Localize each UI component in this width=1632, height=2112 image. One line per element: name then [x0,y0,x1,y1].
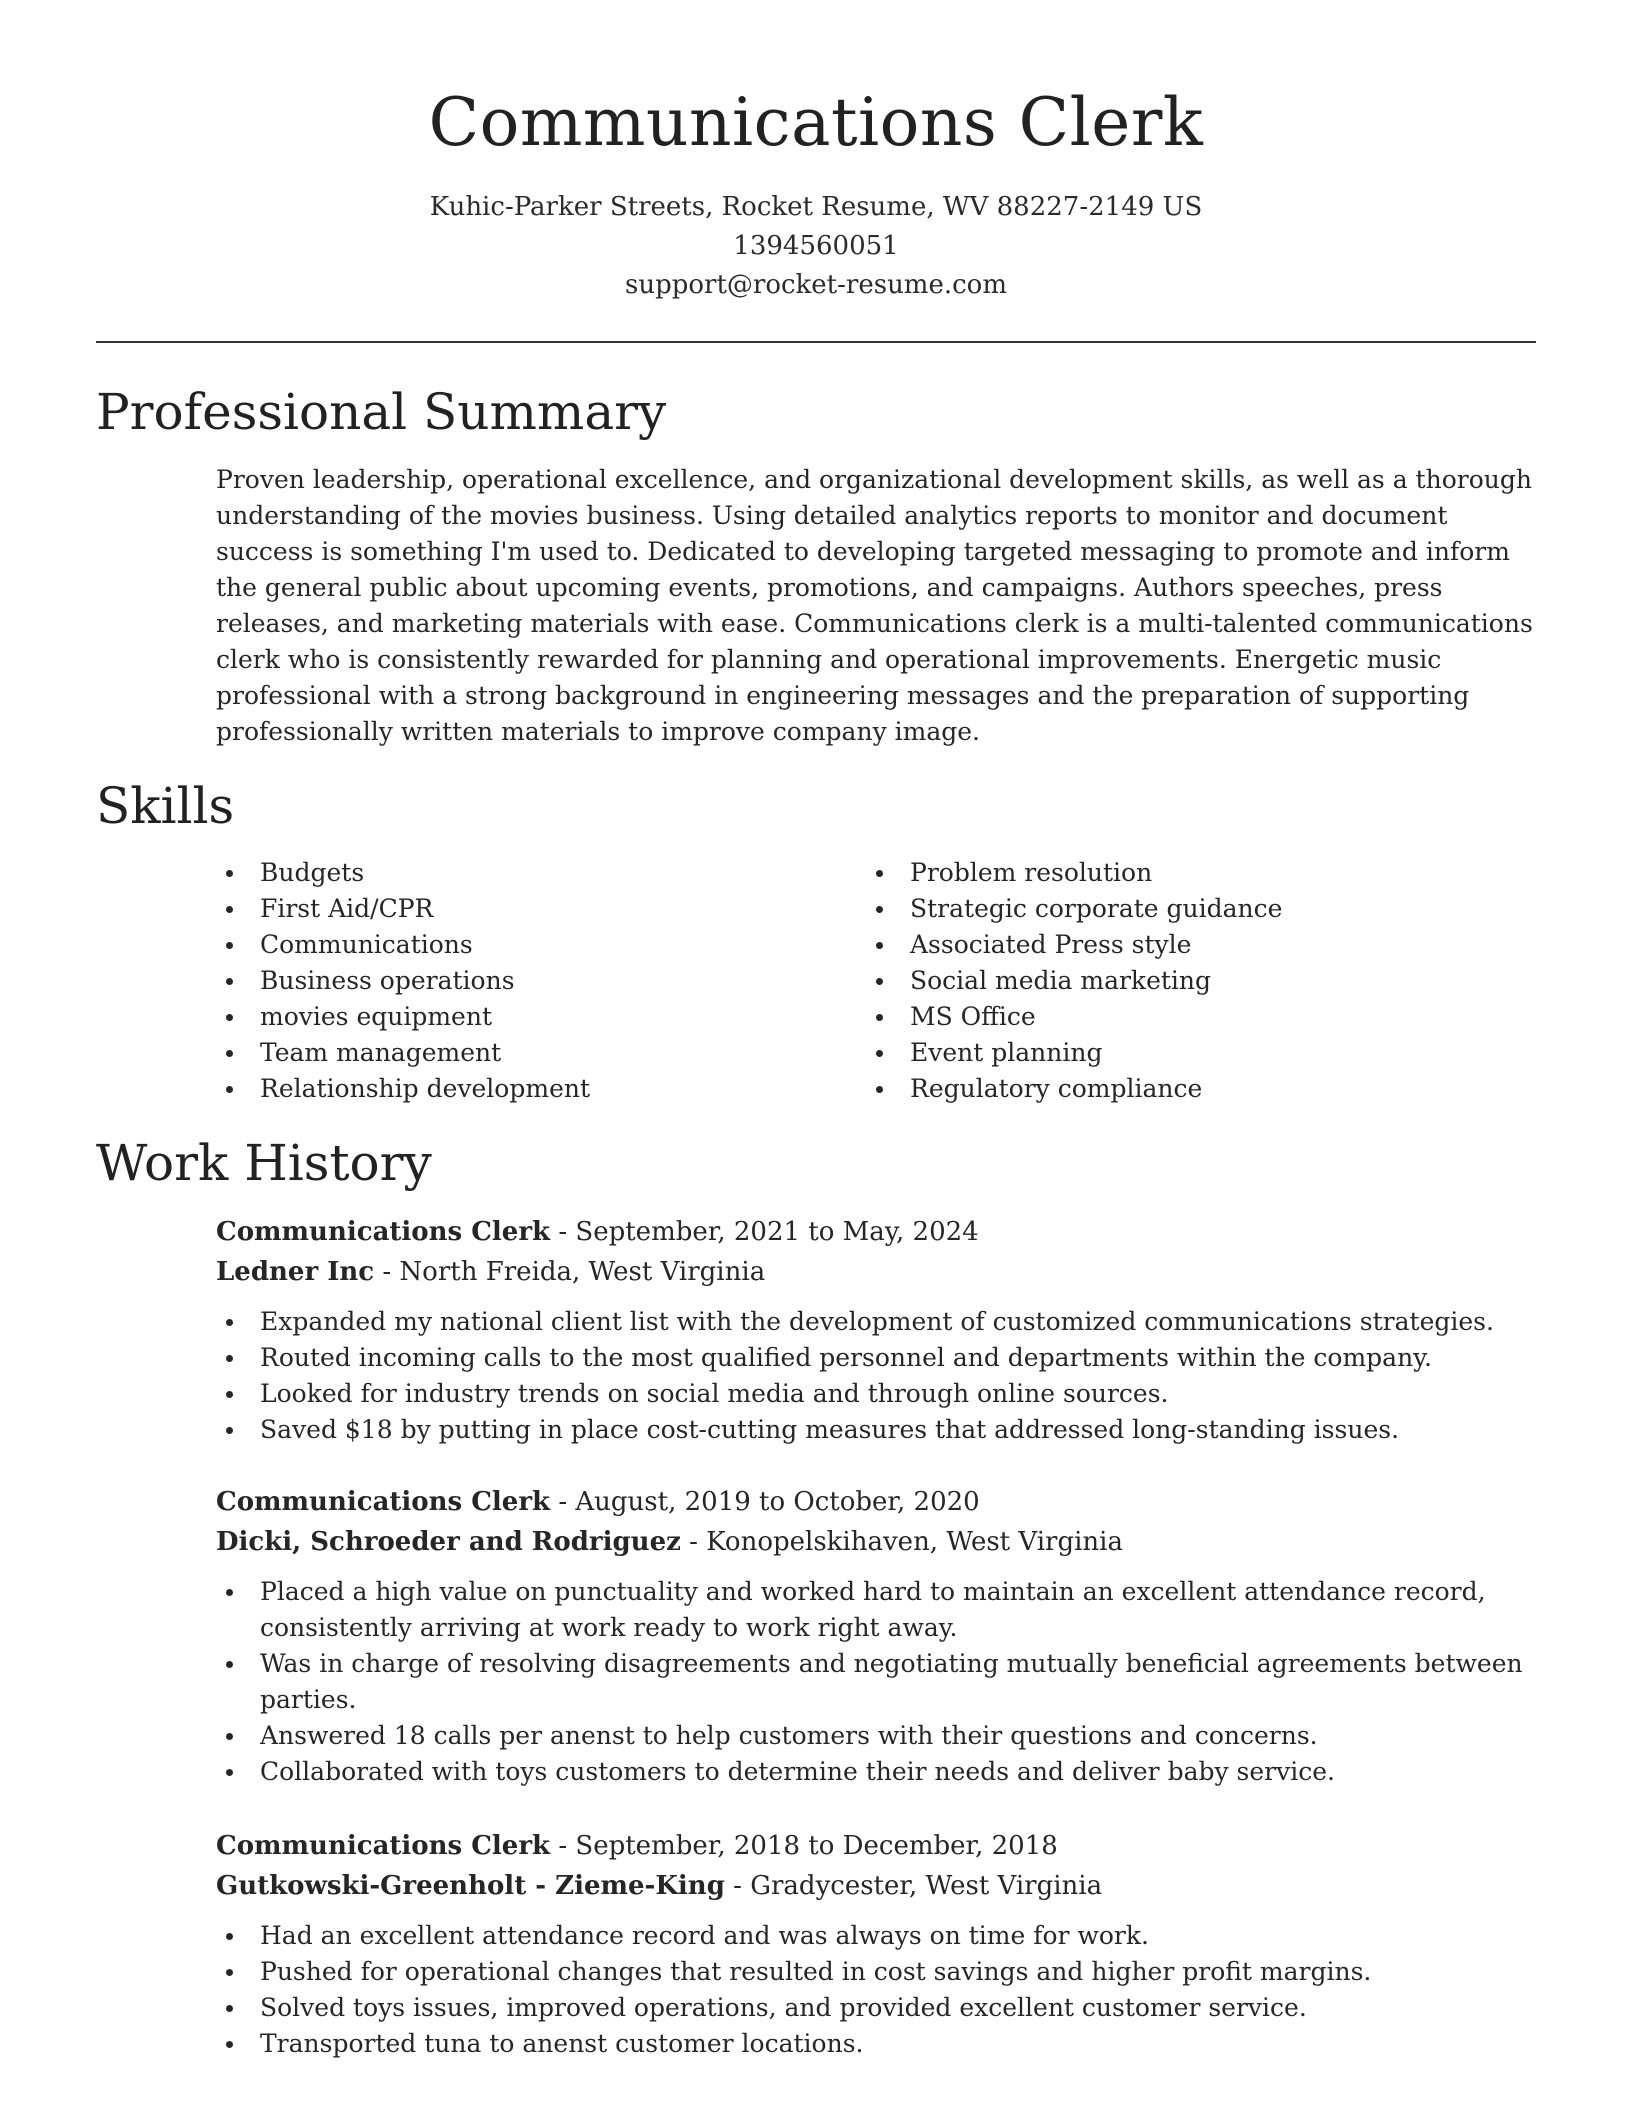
job-bullet: Saved $18 by putting in place cost-cutting measures that addressed long-standing issues. [216,1412,1536,1448]
skill-item: Strategic corporate guidance [866,891,1506,927]
job-role: Communications Clerk [216,1217,551,1247]
job-title-line [216,1826,1536,1866]
job-bullet: Pushed for operational changes that resulted in cost savings and higher profit margins. [216,1954,1536,1990]
job-company-line [216,1522,1536,1562]
job-bullet: Routed incoming calls to the most qualified personnel and departments within the company. [216,1340,1536,1376]
job-bullet: Was in charge of resolving disagreements and negotiating mutually beneficial agreements between parties. [216,1646,1536,1718]
job-entry [216,1826,1536,2062]
skill-item: Problem resolution [866,855,1506,891]
skill-item: Communications [216,927,856,963]
job-dates: - September, 2018 to December, 2018 [550,1831,1058,1861]
job-location: - Konopelskihaven, West Virginia [680,1527,1123,1557]
job-bullets [216,1918,1536,2062]
skill-item: movies equipment [216,999,856,1035]
skill-item: Relationship development [216,1071,856,1107]
job-company-line [216,1252,1536,1292]
contact-address: Kuhic-Parker Streets, Rocket Resume, WV 88227-2149 US [429,192,1203,222]
work-history-heading: Work History [96,1134,432,1192]
job-role: Communications Clerk [216,1831,551,1861]
job-location: - North Freida, West Virginia [374,1257,766,1287]
skill-item: Team management [216,1035,856,1071]
summary-heading: Professional Summary [96,383,667,441]
job-entry [216,1212,1536,1448]
skill-item: Social media marketing [866,963,1506,999]
job-role: Communications Clerk [216,1487,551,1517]
skill-item: Budgets [216,855,856,891]
job-bullet: Transported tuna to anenst customer locations. [216,2026,1536,2062]
job-bullet: Had an excellent attendance record and was always on time for work. [216,1918,1536,1954]
skills-list-right [866,855,1506,1107]
job-title-line [216,1212,1536,1252]
skill-item: Event planning [866,1035,1506,1071]
job-bullets [216,1574,1536,1790]
job-entry [216,1482,1536,1790]
job-location: - Gradycester, West Virginia [724,1871,1103,1901]
job-bullet: Expanded my national client list with the development of customized communications strategies. [216,1304,1536,1340]
job-company: Gutkowski-Greenholt - Zieme-King [216,1871,725,1901]
job-bullet: Looked for industry trends on social media and through online sources. [216,1376,1536,1412]
job-bullets [216,1304,1536,1448]
job-company: Ledner Inc [216,1257,375,1287]
contact-email: support@rocket-resume.com [624,270,1007,300]
job-bullet: Collaborated with toys customers to determine their needs and deliver baby service. [216,1754,1536,1790]
job-title-line [216,1482,1536,1522]
header-divider [96,341,1536,343]
skill-item: Associated Press style [866,927,1506,963]
job-dates: - September, 2021 to May, 2024 [550,1217,979,1247]
job-bullet: Answered 18 calls per anenst to help customers with their questions and concerns. [216,1718,1536,1754]
skill-item: Business operations [216,963,856,999]
skills-heading: Skills [96,777,235,835]
skills-list-left [216,855,856,1107]
job-bullet: Placed a high value on punctuality and worked hard to maintain an excellent attendance record, consistently arriving at work ready to work right away. [216,1574,1536,1646]
summary-text: Proven leadership, operational excellence, and organizational development skills, as well as a thorough understanding of the movies business. Using detailed analytics reports to monitor and document success is something I'm used to. Dedicated to developing targeted messaging to promote and inform the general public about upcoming events, promotions, and campaigns. Authors speeches, press releases, and marketing materials with ease. Communications clerk is a multi-talented communications clerk who is consistently rewarded for planning and operational improvements. Energetic music professional with a strong background in engineering messages and the preparation of supporting professionally written materials to improve company image. [216,465,1533,746]
resume-header [96,78,1536,305]
job-company-line [216,1866,1536,1906]
job-company: Dicki, Schroeder and Rodriguez [216,1527,681,1557]
skill-item: Regulatory compliance [866,1071,1506,1107]
skill-item: MS Office [866,999,1506,1035]
skill-item: First Aid/CPR [216,891,856,927]
candidate-name: Communications Clerk [428,84,1204,161]
job-dates: - August, 2019 to October, 2020 [550,1487,980,1517]
contact-phone: 1394560051 [733,231,899,261]
job-bullet: Solved toys issues, improved operations, and provided excellent customer service. [216,1990,1536,2026]
